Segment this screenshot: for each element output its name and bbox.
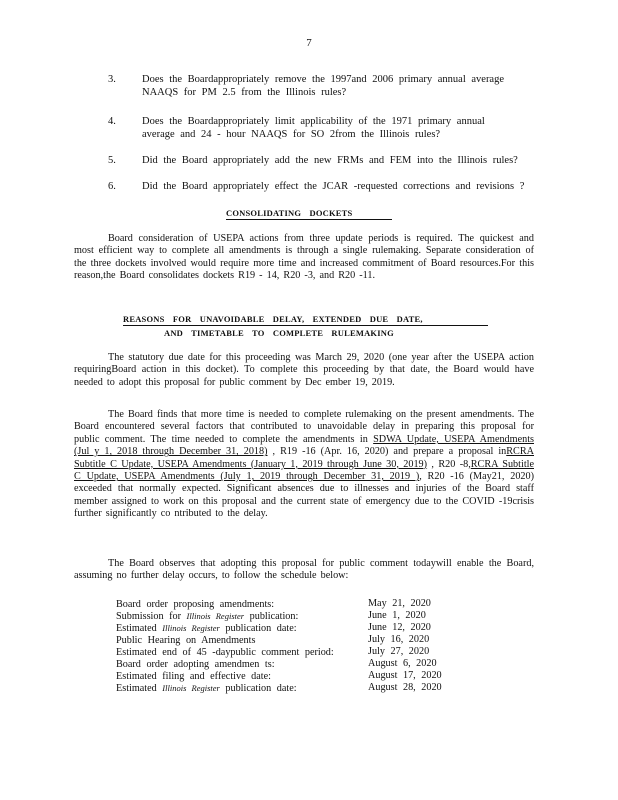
question-line: NAAQS for PM 2.5 from the Illinois rules? [142, 87, 347, 98]
paragraph-board-finds [74, 409, 534, 521]
paragraph-statutory [74, 352, 534, 389]
paragraph-text: , R19 -16 (Apr. 16, 2020) and prepare a proposal in [267, 446, 507, 458]
schedule-row [116, 610, 536, 622]
question-line: Did the Board appropriately effect the JCAR -requested corrections and revisions ? [142, 181, 525, 192]
schedule-row [116, 670, 536, 682]
schedule-row [116, 598, 536, 610]
schedule-label: Board order adopting amendmen ts: [116, 659, 275, 670]
paragraph-text: Board consideration of USEPA actions from three update periods is required. The quickest and most efficient way to complete all amendments is through a single rulemaking. Separate consideration of the three dockets involved would require more time and increased commitment of Board resources.For this reason,the Board consolidates dockets R19 - 14, R20 -3, and R20 -11. [74, 233, 534, 282]
paragraph-consolidating [74, 233, 534, 283]
question-3 [108, 73, 538, 99]
question-line: average and 24 - hour NAAQS for SO 2from the Illinois rules? [142, 129, 441, 140]
question-number: 3. [108, 74, 116, 85]
schedule-label: Public Hearing on Amendments [116, 635, 256, 646]
question-5 [108, 154, 538, 167]
page-number: 7 [306, 37, 312, 49]
schedule-date: June 12, 2020 [368, 622, 431, 633]
schedule-label: Estimated end of 45 -daypublic comment period: [116, 647, 334, 658]
schedule-table [116, 598, 536, 694]
question-number: 5. [108, 155, 116, 166]
schedule-date: August 6, 2020 [368, 658, 437, 669]
schedule-date: August 28, 2020 [368, 682, 442, 693]
schedule-row [116, 634, 536, 646]
schedule-row [116, 646, 536, 658]
schedule-row [116, 658, 536, 670]
heading-reasons-line-1: REASONS FOR UNAVOIDABLE DELAY, EXTENDED DUE DATE, [123, 314, 488, 326]
docket-rcra-update-jul-dec: RCRA Subtitle C Update, USEPA Amendments (July 1, 2019 through December 31, 2019 ) [74, 458, 534, 483]
paragraph-text: The Board observes that adopting this proposal for public comment todaywill enable the Board, assuming no further delay occurs, to follow the schedule below: [74, 558, 534, 582]
paragraph-text: , R20 -8, [427, 458, 471, 470]
heading-consolidating-dockets: CONSOLIDATING DOCKETS [226, 208, 392, 220]
paragraph-observes [74, 558, 534, 583]
question-line: Did the Board appropriately add the new FRMs and FEM into the Illinois rules? [142, 155, 518, 166]
schedule-date: July 16, 2020 [368, 634, 430, 645]
question-line: Does the Boardappropriately remove the 1997and 2006 primary annual average [142, 74, 505, 85]
schedule-date: August 17, 2020 [368, 670, 442, 681]
schedule-date: June 1, 2020 [368, 610, 426, 621]
docket-sdwa-update: SDWA Update, USEPA Amendments (Jul y 1, 2018 through December 31, 2018) [74, 433, 534, 458]
schedule-label: Submission for Illinois Register publication: [116, 611, 299, 622]
paragraph-text: , R20 -16 (May21, 2020) exceeded that normally expected. Significant absences due to illnesses and injuries of the Board staff member assigned to work on this proposal and the current state of emergency due to the COVID -19crisis further significantly co ntributed to the delay. [74, 471, 534, 520]
schedule-row [116, 682, 536, 694]
paragraph-text: The Board finds that more time is needed to complete rulemaking on the present amendments. The Board encountered several factors that contributed to unavoidable delay in preparing this proposal for public comment. The time needed to complete the amendments in [74, 409, 534, 445]
docket-rcra-update-jan-jun: RCRA Subtitle C Update, USEPA Amendments (January 1, 2019 through June 30, 2019) [74, 446, 534, 470]
schedule-label: Estimated Illinois Register publication date: [116, 683, 297, 694]
question-line: Does the Boardappropriately limit applicability of the 1971 primary annual [142, 116, 485, 127]
schedule-label: Board order proposing amendments: [116, 599, 275, 610]
paragraph-text: The statutory due date for this proceeding was March 29, 2020 (one year after the USEPA action requiringBoard action in this docket). To complete this proceeding by that date, the Board would have needed to adopt this proposal for public comment by Dec ember 19, 2019. [74, 352, 534, 388]
question-4 [108, 115, 538, 141]
heading-reasons-line-2: AND TIMETABLE TO COMPLETE RULEMAKING [164, 328, 394, 338]
question-number: 4. [108, 116, 116, 127]
schedule-date: July 27, 2020 [368, 646, 430, 657]
question-number: 6. [108, 181, 116, 192]
schedule-label: Estimated filing and effective date: [116, 671, 271, 682]
schedule-label: Estimated Illinois Register publication date: [116, 623, 297, 634]
schedule-date: May 21, 2020 [368, 598, 431, 609]
question-6 [108, 180, 538, 193]
schedule-row [116, 622, 536, 634]
